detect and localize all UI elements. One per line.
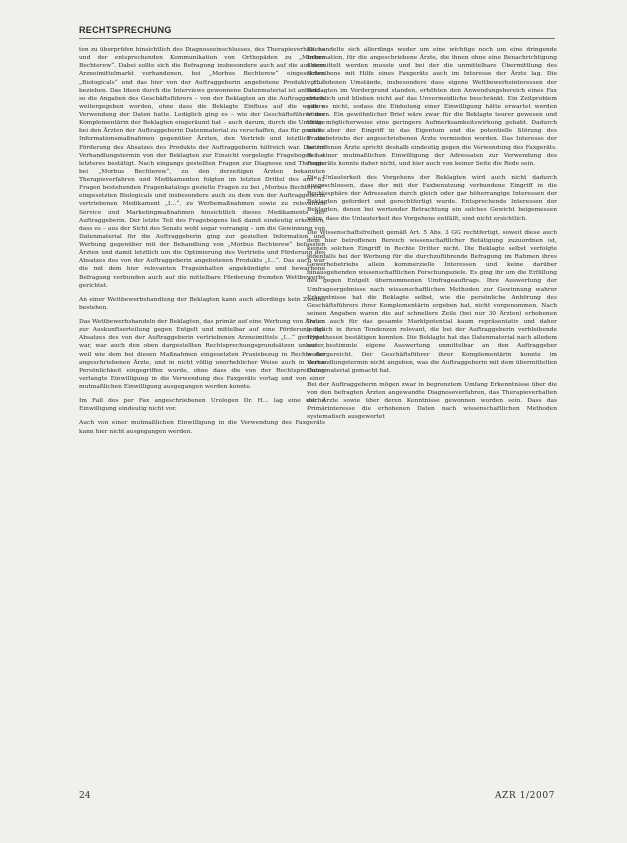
paragraph: Die Wissenschaftsfreiheit gemäß Art. 5 Abs. 3 GG rechtfertigt, soweit diese auch dem hier betroffenen Bereich wissenschaftlicher Betätigung zuzuordnen ist, keinen solchen Eingriff in Rechte Dritter nicht. Die Beklagte selbst verfolgte jedenfalls bei der Werbung für die durchzuführende Befragung im Rahmen ihres Gewerbebetriebs allein kommerzielle Interessen und keine darüber hinausgehenden wissenschaftlichen Forschungsziele. Es ging ihr um die Erfüllung des gegen Entgelt übernommenen Umfrageauftrags. Ihre Auswertung der Umfrageergebnisse nach wissenschaftlichen Methoden zur Gewinnung wahrer Erkenntnisse hat die Beklagte selbst, wie die persönliche Anhörung des Geschäftsführers ihrer Komplementärin ergeben hat, nicht vorgenommen. Nach seinen Angaben waren die auf schnellere Zeile (bei nur 30 Ärzten) erhobenen Daten auch für das gesamte Marktpotential kaum repräsentativ und daher lediglich in ihren Tendenzen relevant, die bei der Auftraggeberin verbleibende Hypothesen bestätigen konnten. Die Beklagte hat das Datenmaterial nach alledem nur bestimmte eigene Auswertung unmittelbar an den Auftraggeber weitergereicht. Der Geschäftsführer ihrer Komplementärin konnte im Verhandlungstermin nicht angeben, was die Auftraggeberin mit dem übermittelten Datenmaterial gemacht hat. — [307, 229, 557, 374]
left-column — [79, 46, 325, 764]
page-number: 24 — [79, 791, 91, 801]
paragraph: ten zu überprüfen hinsichtlich des Diagnoseeinschlusses, des Therapieverhaltens und der entsprechenden Kommunikation von Orthopäden zu „Morbus Bechterew“. Dabei sollte sich die Befragung insbesondere auch auf die auf dem Arzneimittelmarkt vorhandenen, bei „Morbus Bechterew“ eingesetzten „Biologicals“ und das hier von der Auftraggeberin angebotene Produkt „I…“ beziehen. Das Ideen durch die Interviews gewonnene Datenmaterial ist anhand – so die Angaben des Geschäftsführers – von der Beklagten an die Auftraggeberin weitergegeben worden, ohne dass die Beklagte Einfluss auf die weitere Verwendung der Daten hatte. Lediglich ging es – wie der Geschäftsführer der Komplementärin der Beklagten eingeräumt hat – auch darum, durch die Umfrage bei den Ärzten der Auftraggeberin Datenmaterial zu verschaffen, das für gezielte Informationsmaßnahmen gegenüber Ärzten, den Vertrieb und letztlich die Förderung des Absatzes des Produkts der Auftraggeberin hilfreich war. Das im Verhandlungstermin von der Beklagten zur Einsicht vorgelegte Fragebogen hat letzteres bestätigt. Nach eingangs gestellten Fragen zur Diagnose und Therapie bei „Morbus Bechterew“, zu den derzeitigen Ärzten bekannten Therapieverfahren und Medikamenten folgten im letzten Drittel des aus 61 Fragen bestehenden Fragenkatalogs gezielte Fragen zu bei „Morbus Bechterew“ eingesetzten Biologicals und insbesondere auch zu dem von der Auftraggeberin vertriebenen Medikament „I…“, zu Werbemaßnahmen sowie zu relevanten Service und Marketingmaßnahmen hinsichtlich dieses Medikaments der Auftraggeberin. Der letzte Teil des Fragebogens ließ damit eindeutig erkennen, dass es – aus der Sicht des Senats wohl sogar vorrangig – um die Gewinnung von Datenmaterial für die Auftraggeberin ging zur gezielten Information und Werbung gegenüber mit der Behandlung von „Morbus Bechterew“ befassten Ärzten und damit letztlich um die Optimierung des Vertriebs und Förderung des Absatzes des von der Auftraggeberin angebotenen Produkts „I…“. Das auch war die mit dem hier relevanten Frageinhalten angekündigte und bewarbene Befragung verbunden auch auf die mittelbare Förderung fremden Wettbewerbs gerichtet. — [79, 47, 325, 289]
section-header: RECHTSPRECHUNG — [79, 25, 172, 35]
journal-reference: AZR 1/2007 — [494, 791, 555, 801]
paragraph: Das Wettbewerbshandeln der Beklagten, das primär auf eine Werbung von Ärzten zur Auskunftserteilung gegen Entgelt und mittelbar auf eine Förderung des Absatzes des von der Auftraggeberin vertriebenen Arzneimittels „I…“ gerichtet war, war auch den oben dargestellten Rechtsprechungsgrundsätzen unlauter, weil wie dem bei diesen Maßnahmen eingesetzten Praxisbezug in Rechte der angeschriebenen Ärzte, und in nicht völlig unerheblicher Weise auch in deren Persönlichkeit eingegriffen wurde, ohne dass die von der Rechtsprechung verlangte Einwilligung in die Verwendung des Faxgeräts vorlag und von einer mutmaßlichen Einwilligung ausgegangen werden konnte. — [79, 319, 325, 390]
paragraph: Die Unlauterkeit des Vorgehens der Beklagten wird auch nicht dadurch ausgeschlossen, dass der mit der Faxbenutzung verbundene Eingriff in die Rechtssphäre der Adressaten durch gleich oder gar höherrangige Interessen der Beklagten gefordert und gerechtfertigt wurde. Entsprechende Interessen der Beklagten, denen bei wertender Betrachtung ein solches Gewicht beigemessen wäre, dass die Unlauterkeit des Vorgehens entfällt, sind nicht ersichtlich. — [307, 174, 557, 222]
paragraph: Auch von einer mutmaßlichen Einwilligung in die Verwendung des Faxgeräts kann hier nicht ausgegangen werden. — [79, 420, 325, 435]
paragraph: Bei der Auftraggeberin mögen zwar in begrenztem Umfang Erkenntnisse über die von den befragten Ärzten angewandte Diagnoseverfahren, das Therapieverhalten der Ärzte sowie über deren Kenntnisse gewonnen worden sein. Dass das Primärinteresse die erhobenen Daten nach wissenschaftlichen Methoden systematisch ausgewertet — [307, 381, 557, 421]
paragraph: Es handelte sich allerdings weder um eine wichtige noch um eine dringende Information, für die angeschriebene Ärzte, die ihnen ohne eine Benachrichtigung übermittelt werden musste und bei der die unmittelbare Übermittlung des Schreibens mit Hilfe eines Faxgeräts auch im Interesse der Ärzte lag. Die vorhandenen Umstände, insbesondere dass eigene Wettbewerbsinteressen der Beklagten im Vordergrund standen, erhöhten den Anwendungsbereich eines Fax erheblich und blieben nicht auf das Unvermeidliche beschränkt. Ein Zeitproblem gab es nicht, sodass die Einholung einer Einwilligung hätte erwartet werden können. Ein gewöhnlicher Brief wäre zwar für die Beklagte teurer gewesen und hätte möglicherweise eine geringere Aufmerksamkeitswirkung gehabt. Dadurch wäre aber der Eingriff in das Eigentum und die potentielle Störung des Praxisbetriebs der angeschriebenen Ärzte vermieden worden. Das Interesse der betroffenen Ärzte spricht deshalb eindeutig gegen die Verwendung des Faxgeräts. Bei einer mutmaßlichen Einwilligung der Adressaten zur Verwendung des Faxgeräts konnte daher nicht, und hier auch von keiner Seite die Rede sein. — [307, 47, 557, 167]
right-column — [307, 46, 557, 764]
paragraph: An einer Wettbewerbshandlung der Beklagten kann auch allerdings kein Zweifel bestehen. — [79, 296, 325, 311]
header-rule — [79, 38, 555, 39]
paragraph: Im Fall des per Fax angeschriebenen Urologen Dr. H… lag eine solche Einwilligung eindeutig nicht vor. — [79, 398, 325, 413]
